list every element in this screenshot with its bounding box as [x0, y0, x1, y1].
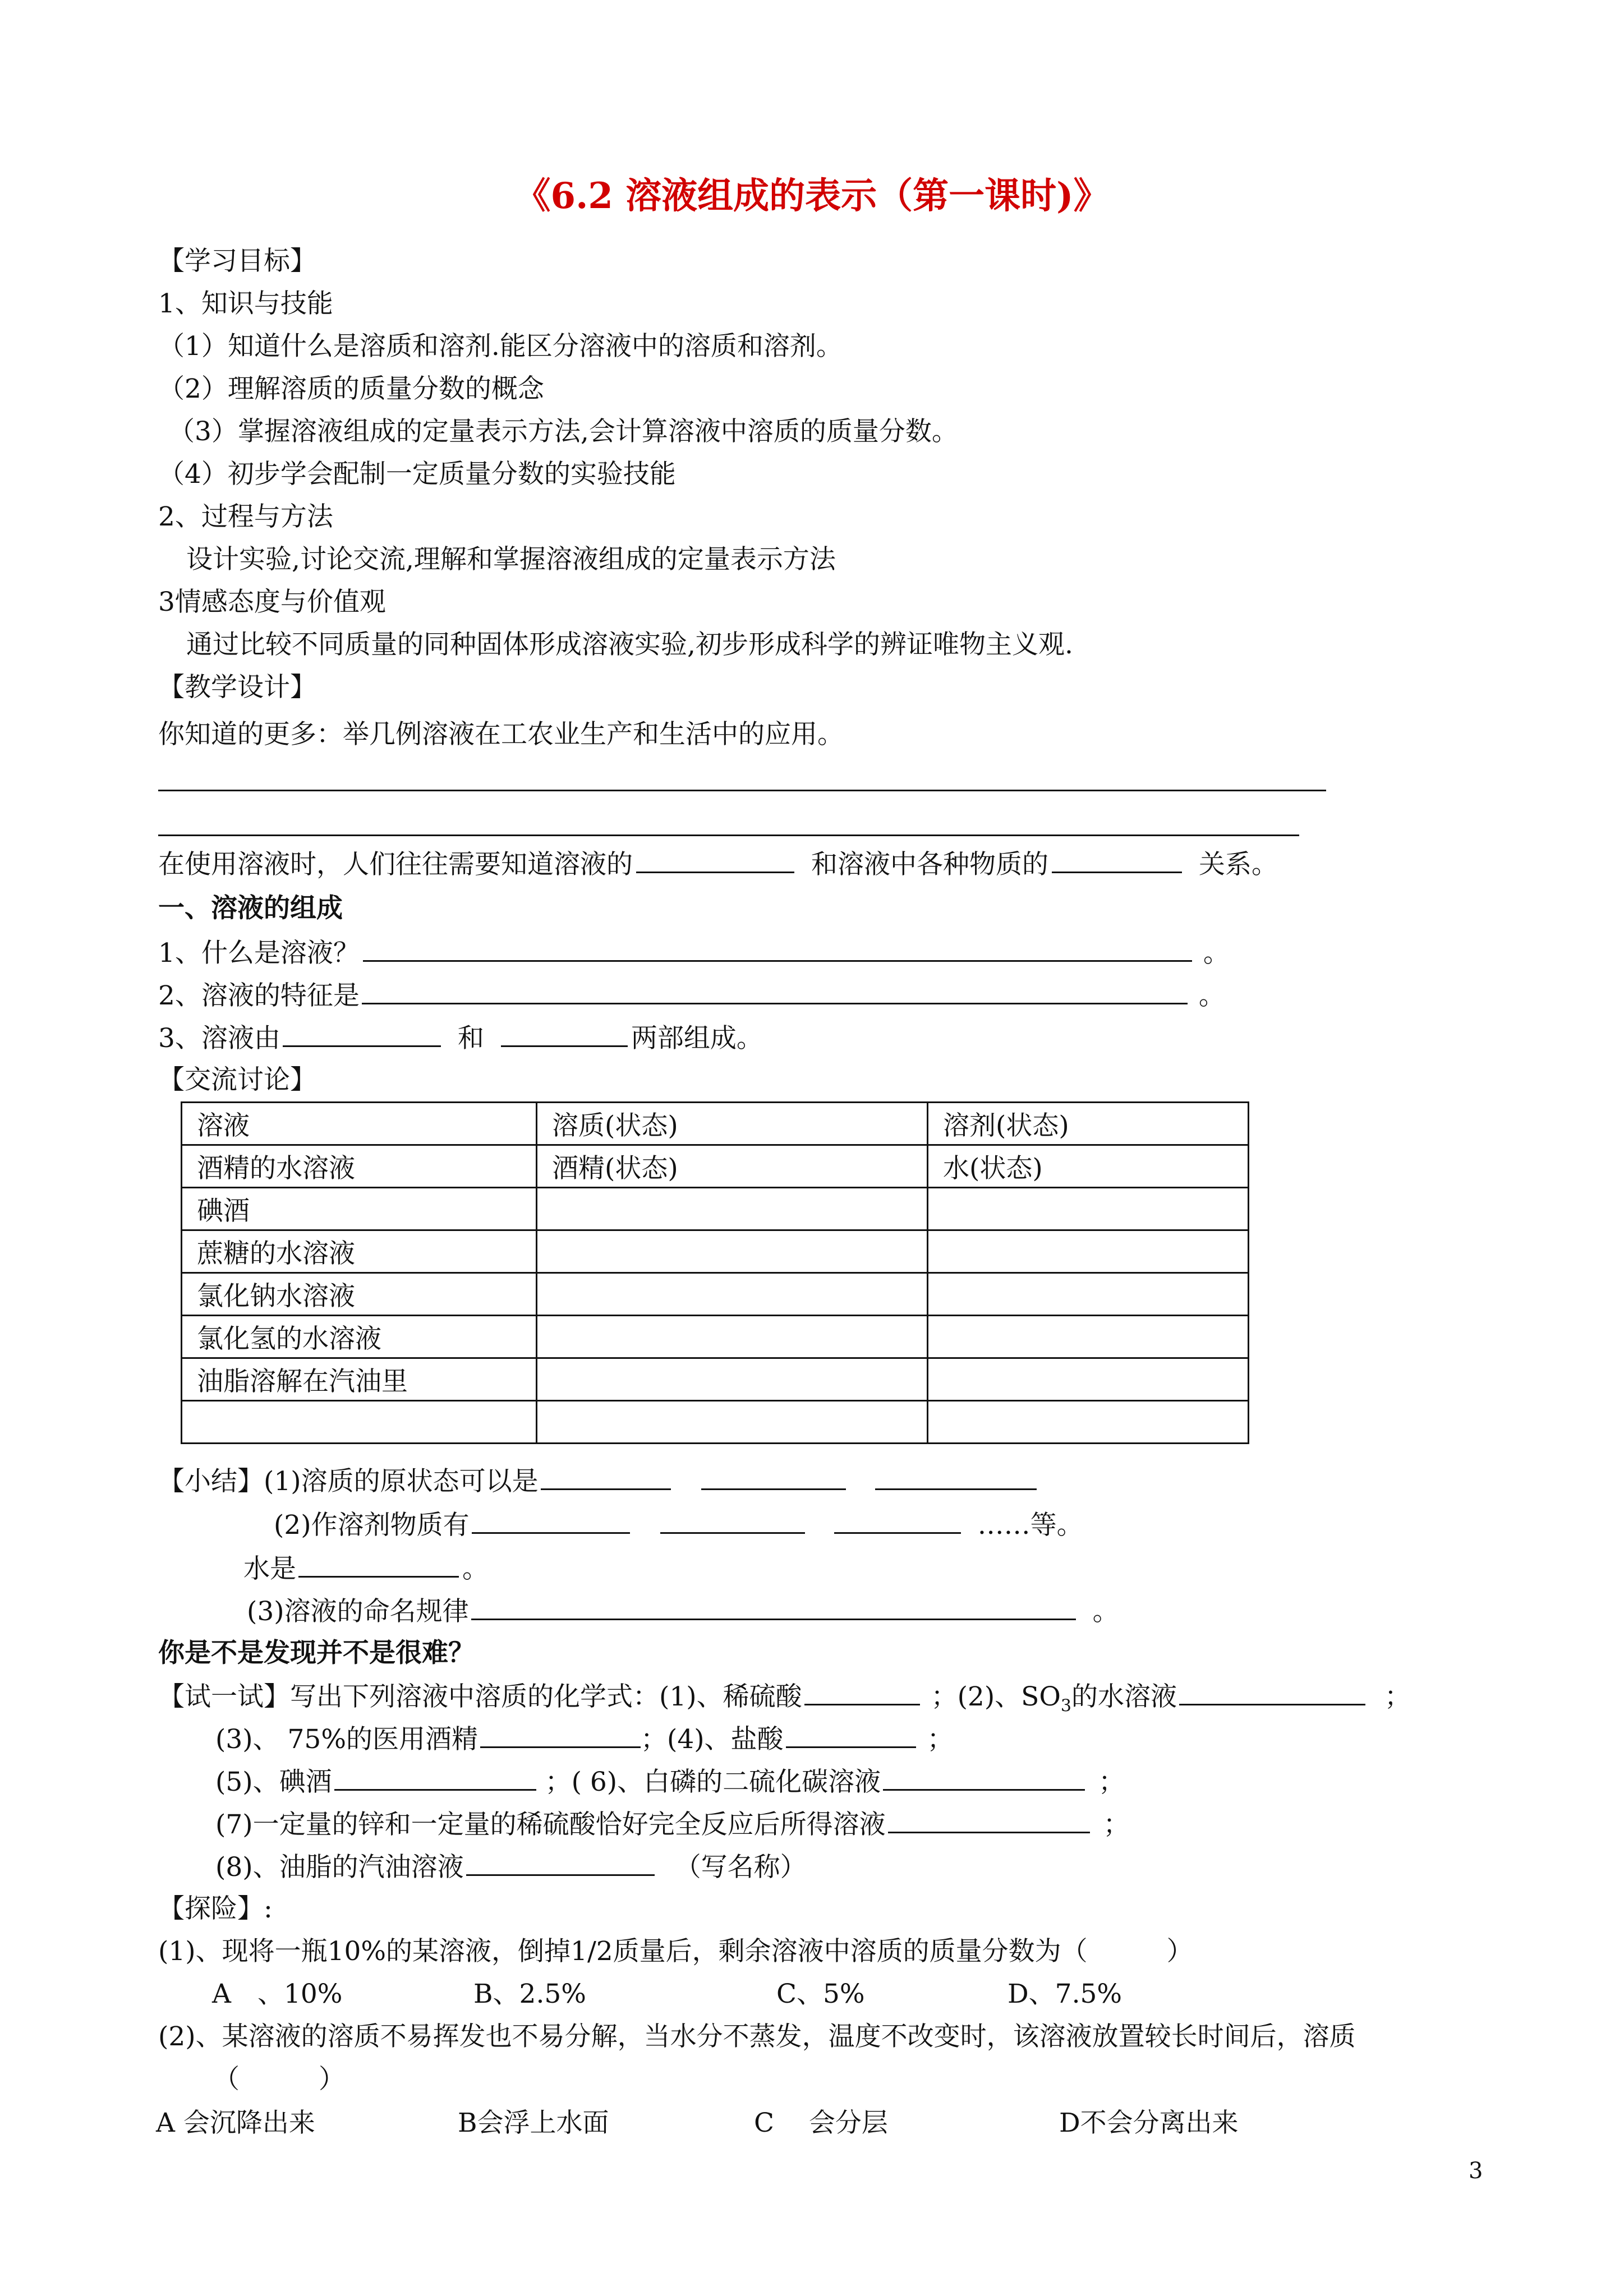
objective-section-1: 1、知识与技能: [158, 288, 333, 319]
table-cell: [537, 1188, 928, 1230]
try-it-line-1: [158, 1679, 1411, 1723]
try-it-text-so3: ；(2)、SO: [931, 1681, 1061, 1712]
try-it-text-3: (3)、 75%的医用酒精: [215, 1724, 478, 1755]
objective-section-2: 2、过程与方法: [158, 501, 333, 532]
table-row: [182, 1316, 1249, 1358]
table-cell: [928, 1230, 1249, 1273]
table-cell: [537, 1230, 928, 1273]
table-row: [182, 1230, 1249, 1273]
table-header-row: [182, 1103, 1249, 1145]
summary-text-2-end: ……等。: [977, 1510, 1083, 1541]
table-cell: [182, 1401, 537, 1444]
try-it-text-1: 【试一试】写出下列溶液中溶质的化学式：(1)、稀硫酸: [158, 1681, 802, 1712]
fill-blank: [541, 1464, 671, 1490]
question-1-end: 。: [1203, 938, 1230, 969]
fill-blank: [472, 1507, 630, 1534]
fill-blank: [1179, 1679, 1365, 1705]
option-a: A 会沉降出来: [156, 2108, 315, 2138]
table-cell: [928, 1316, 1249, 1358]
option-c: C、5%: [776, 1979, 865, 2009]
table-cell: 酒精的水溶液: [182, 1145, 537, 1188]
question-1: [158, 935, 1230, 970]
table-cell: [928, 1273, 1249, 1316]
option-b: B会浮上水面: [458, 2108, 609, 2138]
objective-section-2-text: 设计实验,讨论交流,理解和掌握溶液组成的定量表示方法: [186, 544, 836, 575]
try-it-note: （写名称）: [674, 1852, 807, 1883]
fill-blank: [636, 847, 794, 873]
objectives-heading: 【学习目标】: [158, 246, 316, 276]
question-2-end: 。: [1198, 980, 1225, 1011]
composition-heading: 一、溶液的组成: [158, 893, 343, 924]
summary-text-4-end: 。: [1092, 1596, 1119, 1627]
table-cell: 溶质(状态): [537, 1103, 928, 1145]
summary-text-3-end: 。: [462, 1553, 489, 1584]
objective-item: （4）初步学会配制一定质量分数的实验技能: [158, 459, 676, 490]
table-cell: [537, 1316, 928, 1358]
table-cell: [928, 1358, 1249, 1401]
semicolon: ；: [927, 1724, 954, 1755]
table-cell: 蔗糖的水溶液: [182, 1230, 537, 1273]
summary-line-3: [243, 1551, 489, 1586]
table-cell: [537, 1358, 928, 1401]
fill-blank: [1052, 847, 1182, 873]
explore-question-2: (2)、某溶液的溶质不易挥发也不易分解，当水分不蒸发，温度不改变时，该溶液放置较长时间后，溶质: [158, 2021, 1356, 2052]
try-it-text-7: (7)一定量的锌和一定量的稀硫酸恰好完全反应后所得溶液: [215, 1809, 886, 1840]
table-cell: 油脂溶解在汽油里: [182, 1358, 537, 1401]
question-3-text-c: 两部组成。: [631, 1023, 763, 1054]
fill-blank: [701, 1464, 846, 1490]
option-d: D、7.5%: [1007, 1979, 1122, 2009]
try-it-line-2: [215, 1722, 954, 1756]
summary-text-1: 【小结】(1)溶质的原状态可以是: [158, 1466, 539, 1497]
try-it-line-5: [215, 1850, 807, 1884]
table-cell: [928, 1188, 1249, 1230]
fill-blank: [363, 935, 1192, 962]
objective-section-3-text: 通过比较不同质量的同种固体形成溶液实验,初步形成科学的辨证唯物主义观.: [186, 629, 1073, 660]
discussion-heading: 【交流讨论】: [158, 1064, 316, 1095]
summary-text-4: (3)溶液的命名规律: [247, 1596, 469, 1627]
table-cell: 溶剂(状态): [928, 1103, 1249, 1145]
fill-blank: [298, 1551, 459, 1578]
summary-line-4: [247, 1594, 1119, 1629]
answer-paren: （ ）: [213, 2064, 345, 2095]
fill-blank: [501, 1021, 628, 1047]
fill-blank: [660, 1507, 805, 1534]
try-it-line-3: [215, 1764, 1125, 1799]
usage-text-c: 关系。: [1199, 849, 1278, 880]
answer-line: [158, 835, 1299, 836]
design-heading: 【教学设计】: [158, 672, 316, 703]
fill-blank: [834, 1507, 961, 1534]
table-row: [182, 1188, 1249, 1230]
objective-item: （2）理解溶质的质量分数的概念: [158, 374, 544, 404]
design-intro: 你知道的更多：举几例溶液在工农业生产和生活中的应用。: [158, 719, 844, 750]
fill-blank: [471, 1594, 1076, 1620]
summary-line-2: [274, 1507, 1083, 1542]
semicolon: ；: [1098, 1767, 1125, 1797]
question-3: [158, 1021, 763, 1055]
fill-blank: [334, 1764, 536, 1791]
question-3-text-a: 3、溶液由: [158, 1023, 280, 1054]
question-2: [158, 978, 1225, 1013]
try-it-text-4: ；(4)、盐酸: [640, 1724, 784, 1755]
question-1-text: 1、什么是溶液？: [158, 938, 360, 969]
objective-item: （1）知道什么是溶质和溶剂.能区分溶液中的溶质和溶剂。: [158, 331, 843, 362]
page-number: 3: [1469, 2158, 1483, 2184]
summary-text-2: (2)作溶剂物质有: [274, 1510, 470, 1541]
fill-blank: [466, 1850, 655, 1876]
table-row: [182, 1401, 1249, 1444]
explore-question-1: (1)、现将一瓶10%的某溶液，倒掉1/2质量后，剩余溶液中溶质的质量分数为（ ）: [158, 1936, 1193, 1967]
option-d: D不会分离出来: [1059, 2108, 1239, 2138]
question-2-text: 2、溶液的特征是: [158, 980, 360, 1011]
usage-text-b: 和溶液中各种物质的: [811, 849, 1048, 880]
explore-heading: 【探险】:: [158, 1893, 273, 1924]
table-row: [182, 1358, 1249, 1401]
answer-line: [158, 790, 1326, 791]
fill-blank: [875, 1464, 1037, 1490]
summary-line-1: [158, 1464, 1037, 1499]
fill-blank: [883, 1764, 1085, 1791]
option-c: C 会分层: [754, 2108, 888, 2138]
try-it-text-5: (5)、碘酒: [215, 1767, 332, 1797]
objective-section-3: 3情感态度与价值观: [158, 587, 386, 617]
subscript-3: 3: [1060, 1696, 1071, 1716]
table-cell: [928, 1401, 1249, 1444]
document-title: 《6.2 溶液组成的表示（第一课时)》: [514, 175, 1110, 217]
question-3-text-b: 和: [457, 1023, 484, 1054]
fill-blank: [786, 1722, 916, 1748]
fill-blank: [283, 1021, 441, 1047]
semicolon: ；: [1103, 1809, 1130, 1840]
objective-item: （3）掌握溶液组成的定量表示方法,会计算溶液中溶质的质量分数。: [168, 416, 958, 447]
fill-blank: [362, 978, 1188, 1004]
table-row: [182, 1273, 1249, 1316]
usage-text-a: 在使用溶液时，人们往往需要知道溶液的: [158, 849, 633, 880]
try-it-line-4: [215, 1807, 1130, 1842]
fill-blank: [480, 1722, 641, 1748]
table-cell: 水(状态): [928, 1145, 1249, 1188]
try-it-text-6: ；( 6)、白磷的二硫化碳溶液: [545, 1767, 881, 1797]
option-a: A 、10%: [212, 1979, 343, 2009]
semicolon: ；: [1384, 1681, 1411, 1712]
challenge-line: 你是不是发现并不是很难？: [158, 1638, 475, 1668]
table-cell: 溶液: [182, 1103, 537, 1145]
usage-sentence: [158, 847, 1278, 882]
solution-table: [181, 1101, 1249, 1444]
table-cell: 酒精(状态): [537, 1145, 928, 1188]
table-row: [182, 1145, 1249, 1188]
try-it-text-so3-b: 的水溶液: [1071, 1681, 1177, 1712]
summary-text-3: 水是: [243, 1553, 296, 1584]
table-cell: 氯化钠水溶液: [182, 1273, 537, 1316]
table-cell: [537, 1273, 928, 1316]
fill-blank: [804, 1679, 920, 1705]
table-cell: [537, 1401, 928, 1444]
option-b: B、2.5%: [473, 1979, 586, 2009]
try-it-text-8: (8)、油脂的汽油溶液: [215, 1852, 464, 1883]
table-cell: 碘酒: [182, 1188, 537, 1230]
fill-blank: [888, 1807, 1090, 1833]
table-cell: 氯化氢的水溶液: [182, 1316, 537, 1358]
